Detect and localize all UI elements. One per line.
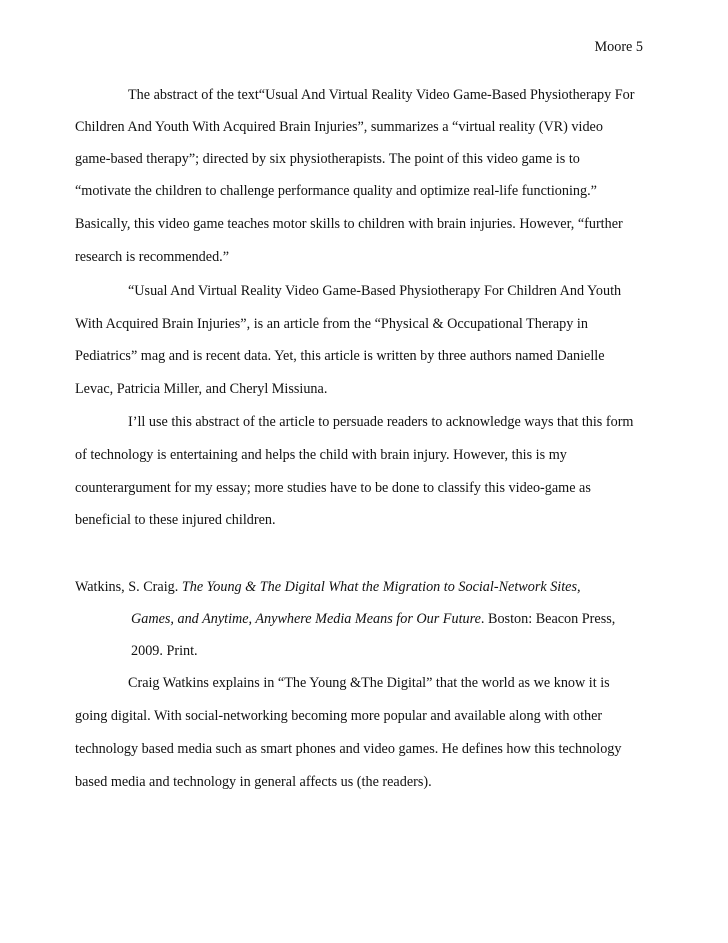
paragraph-2-line-4: Levac, Patricia Miller, and Cheryl Missiuna. (75, 381, 328, 397)
paragraph-1-line-5: Basically, this video game teaches motor skills to children with brain injuries. However, “further (75, 216, 623, 232)
citation-year: 2009. Print. (131, 643, 198, 659)
summary-line-4: based media and technology in general affects us (the readers). (75, 774, 432, 790)
paragraph-1-line-6: research is recommended.” (75, 249, 230, 265)
paragraph-3-line-1: I’ll use this abstract of the article to persuade readers to acknowledge ways that this form (128, 414, 634, 430)
summary-line-2: going digital. With social-networking becoming more popular and available along with other (75, 708, 603, 724)
citation-publisher: . Boston: Beacon Press, (480, 611, 616, 627)
paragraph-1-line-1: The abstract of the text“Usual And Virtual Reality Video Game-Based Physiotherapy For (128, 87, 635, 103)
citation-author: Watkins, S. Craig. (75, 579, 182, 595)
paragraph-2-line-3: Pediatrics” mag and is recent data. Yet, this article is written by three authors named Danielle (75, 348, 605, 364)
paragraph-3-line-4: beneficial to these injured children. (75, 512, 276, 528)
paragraph-3-line-3: counterargument for my essay; more studies have to be done to classify this video-game as (75, 480, 591, 496)
page-header: Moore 5 (594, 39, 643, 55)
paragraph-2-line-2: With Acquired Brain Injuries”, is an article from the “Physical & Occupational Therapy in (75, 316, 588, 332)
summary-line-1: Craig Watkins explains in “The Young &The Digital” that the world as we know it is (128, 675, 610, 691)
paragraph-1-line-3: game-based therapy”; directed by six physiotherapists. The point of this video game is to (75, 151, 580, 167)
paragraph-3-line-2: of technology is entertaining and helps the child with brain injury. However, this is my (75, 447, 567, 463)
citation-title: The Young & The Digital What the Migration to Social-Network Sites, (181, 579, 581, 595)
paragraph-2-line-1: “Usual And Virtual Reality Video Game-Based Physiotherapy For Children And Youth (128, 283, 622, 299)
paragraph-1-line-2: Children And Youth With Acquired Brain Injuries”, summarizes a “virtual reality (VR) video (75, 119, 603, 135)
citation-title-continued: Games, and Anytime, Anywhere Media Means for Our Future (131, 611, 481, 627)
citation-line-2 (131, 610, 615, 628)
summary-line-3: technology based media such as smart phones and video games. He defines how this technology (75, 741, 622, 757)
citation-line-1 (75, 578, 581, 596)
paragraph-1-line-4: “motivate the children to challenge performance quality and optimize real-life functioning.” (75, 183, 597, 199)
